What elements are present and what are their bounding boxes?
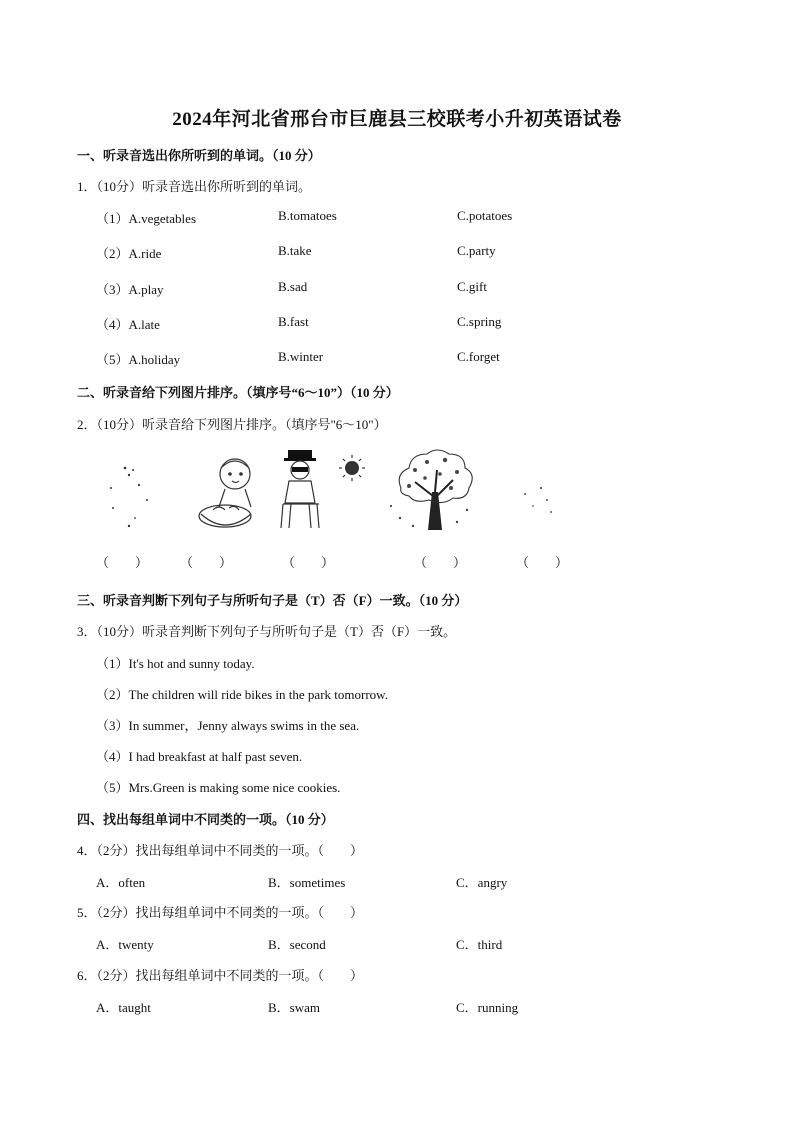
sentence-item: （3）In summer，Jenny always swims in the sea. (96, 718, 360, 733)
option-b: B.tomatoes (278, 208, 337, 223)
answer-bracket[interactable]: （ ） (180, 555, 233, 570)
option-c: C．third (456, 937, 503, 952)
option-a: A．often (96, 875, 146, 890)
section-2-heading: 二、听录音给下列图片排序。（填序号“6～10”）（10 分） (77, 385, 399, 400)
option-b: B．sometimes (268, 875, 346, 890)
q1-option-row (96, 243, 736, 261)
option-a: A．taught (96, 1000, 151, 1015)
option-b: B.sad (278, 279, 308, 294)
option-b: B．second (268, 937, 326, 952)
option-a: A．twenty (96, 937, 154, 952)
q1-option-row (96, 279, 736, 297)
q6-option-row (96, 997, 736, 1015)
option-c: C.potatoes (457, 208, 513, 223)
option-c: C.forget (457, 349, 500, 364)
option-c: C.spring (457, 314, 502, 329)
section-3-heading: 三、听录音判断下列句子与所听句子是（T）否（F）一致。（10 分） (77, 593, 468, 608)
q4-option-row (96, 872, 736, 890)
sentence-item: （1）It's hot and sunny today. (96, 656, 255, 671)
question-3-stem: 3．（10分）听录音判断下列句子与所听句子是（T）否（F）一致。 (77, 624, 457, 639)
q5-option-row (96, 934, 736, 952)
option-a: （3）A.play (96, 282, 164, 297)
option-a: （2）A.ride (96, 246, 162, 261)
page-title: 2024年河北省邢台市巨鹿县三校联考小升初英语试卷 (172, 109, 622, 130)
option-a: （4）A.late (96, 317, 160, 332)
q1-option-row (96, 314, 736, 332)
autumn-tree-icon (390, 450, 472, 530)
picture-strip (95, 448, 575, 538)
q1-option-row (96, 349, 736, 367)
question-6-stem: 6．（2分）找出每组单词中不同类的一项。（ ） (77, 968, 364, 983)
option-c: C.party (457, 243, 496, 258)
option-b: B．swam (268, 1000, 321, 1015)
question-2-stem: 2．（10分）听录音给下列图片排序。（填序号"6～10"） (77, 417, 387, 432)
sentence-item: （4）I had breakfast at half past seven. (96, 749, 303, 764)
option-c: C.gift (457, 279, 487, 294)
man-in-hat-icon (281, 450, 319, 528)
answer-bracket[interactable]: （ ） (516, 555, 569, 570)
question-1-stem: 1．（10分）听录音选出你所听到的单词。 (77, 179, 312, 194)
snow-scene-icon (524, 487, 552, 513)
answer-bracket[interactable]: （ ） (414, 555, 467, 570)
question-5-stem: 5．（2分）找出每组单词中不同类的一项。（ ） (77, 905, 364, 920)
sentence-item: （2）The children will ride bikes in the park tomorrow. (96, 687, 388, 702)
answer-bracket[interactable]: （ ） (96, 555, 149, 570)
sun-icon (339, 455, 365, 481)
section-4-heading: 四、找出每组单词中不同类的一项。（10 分） (77, 812, 334, 827)
option-a: （5）A.holiday (96, 352, 181, 367)
snow-scene-icon (110, 467, 148, 528)
section-1-heading: 一、听录音选出你所听到的单词。（10 分） (77, 148, 321, 163)
option-c: C．running (456, 1000, 519, 1015)
q1-option-row (96, 208, 736, 226)
option-a: （1）A.vegetables (96, 211, 197, 226)
option-b: B.take (278, 243, 312, 258)
sentence-item: （5）Mrs.Green is making some nice cookies. (96, 780, 341, 795)
answer-bracket[interactable]: （ ） (282, 555, 335, 570)
question-4-stem: 4．（2分）找出每组单词中不同类的一项。（ ） (77, 843, 364, 858)
option-c: C．angry (456, 875, 508, 890)
option-b: B.winter (278, 349, 324, 364)
option-b: B.fast (278, 314, 309, 329)
girl-washing-icon (199, 459, 251, 527)
